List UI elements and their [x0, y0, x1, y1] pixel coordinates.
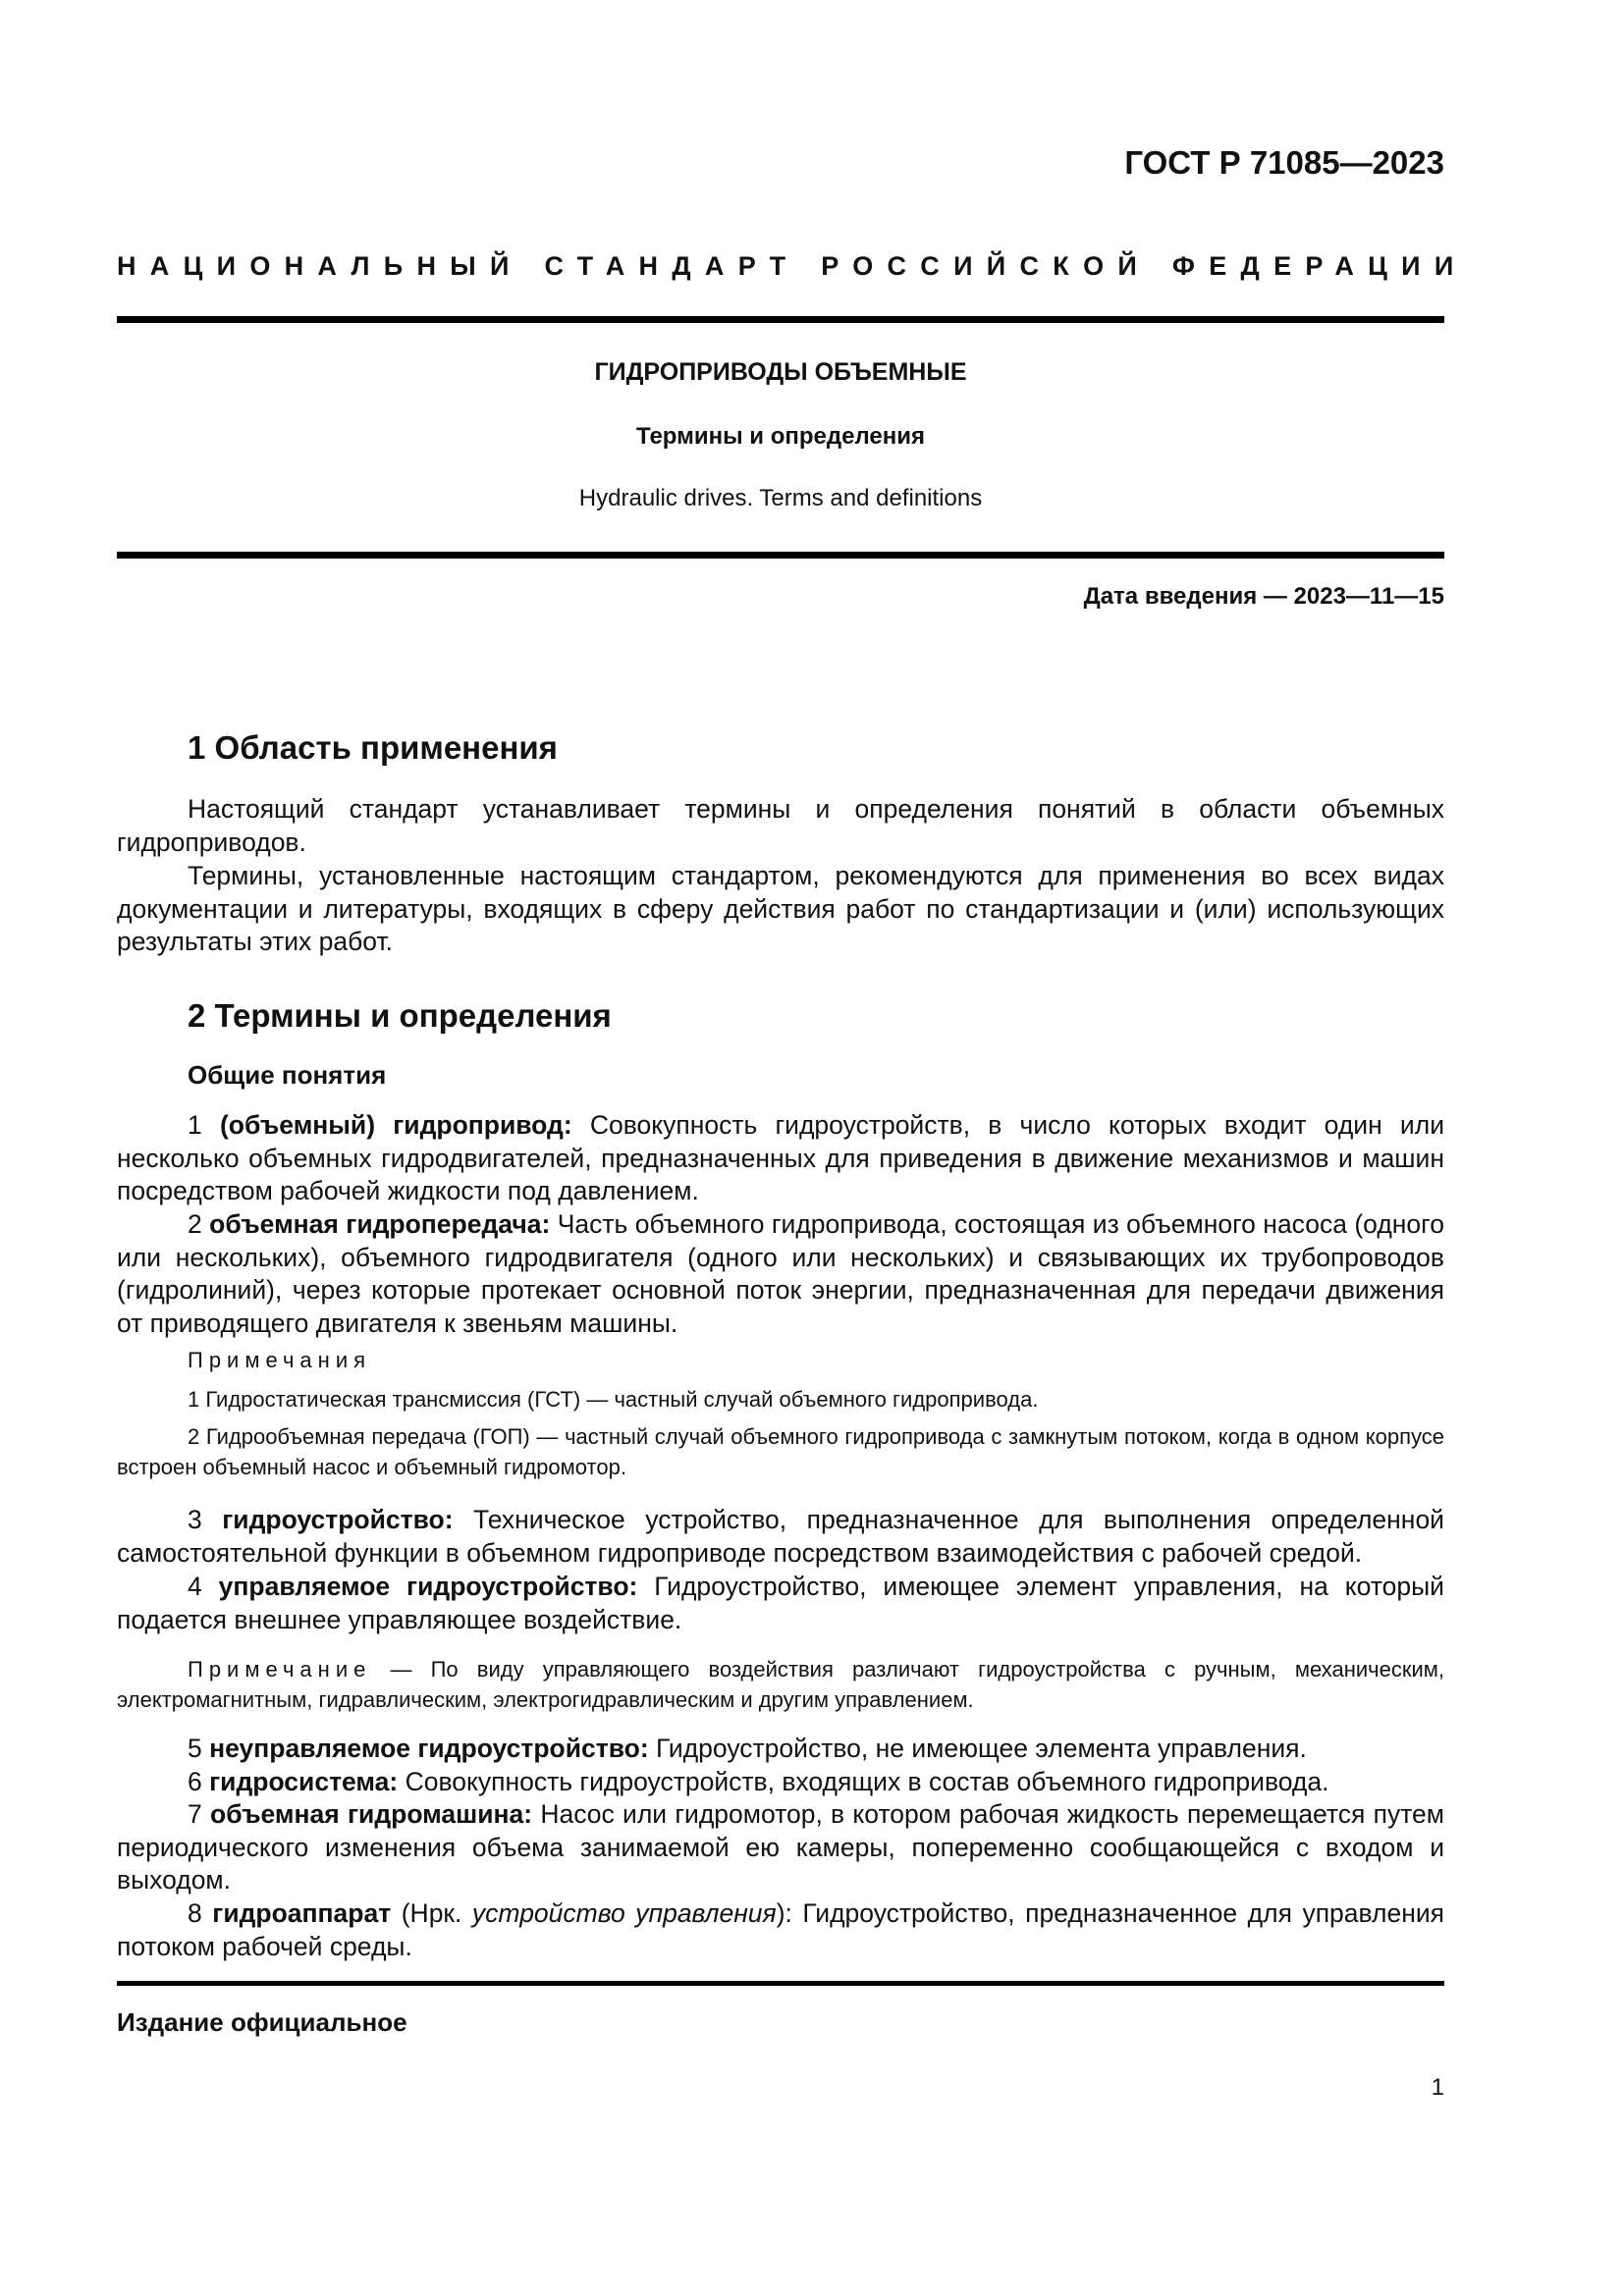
header-rule: [117, 316, 1444, 323]
section-1-paragraph-2: Термины, установленные настоящим стандартом, рекомендуются для применения во всех видах документации и литературы, входящих в сферу действия работ по стандартизации и (или) использующих результаты этих работ.: [117, 861, 1444, 956]
section-1-heading: 1 Область применения: [188, 729, 558, 766]
official-edition-label: Издание официальное: [117, 2007, 407, 2037]
term-name: объемная гидропередача:: [209, 1209, 551, 1239]
term-entry-8: 8 гидроаппарат (Нрк. устройство управления): Гидроустройство, предназначенное для управления потоком рабочей среды.: [117, 1898, 1444, 1961]
term-name: гидросистема:: [209, 1767, 399, 1796]
document-subtitle: Термины и определения: [635, 423, 926, 450]
introduction-date: Дата введения — 2023—11—15: [1083, 583, 1444, 610]
document-title: ГИДРОПРИВОДЫ ОБЪЕМНЫЕ: [594, 358, 967, 386]
section-1-paragraph-1: Настоящий стандарт устанавливает термины и определения понятий в области объемных гидроприводов.: [117, 794, 1444, 857]
term-entry-6: 6 гидросистема: Совокупность гидроустройств, входящих в состав объемного гидропривода.: [188, 1767, 1329, 1796]
term-name: объемная гидромашина:: [210, 1799, 533, 1829]
notes-heading: Примечания: [188, 1348, 372, 1372]
term-entry-5: 5 неуправляемое гидроустройство: Гидроустройство, не имеющее элемента управления.: [188, 1734, 1307, 1763]
term-entry-4: 4 управляемое гидроустройство: Гидроустройство, имеющее элемент управления, на который подается внешнее управляющее воздействие.: [117, 1572, 1444, 1634]
term-entry-2: 2 объемная гидропередача: Часть объемного гидропривода, состоящая из объемного насоса (одного или нескольких), объемного гидродвигателя (одного или нескольких) и связывающих их трубопроводов (гидролиний), через которые протекает основной поток энергии, предназначенная для передачи движения от приводящего двигателя к звеньям машины.: [117, 1209, 1444, 1338]
term-entry-1: 1 (объемный) гидропривод: Совокупность гидроустройств, в число которых входит один или несколько объемных гидродвигателей, предназначенных для приведения в движение механизмов и машин посредством рабочей жидкости под давлением.: [117, 1110, 1444, 1205]
title-rule: [117, 552, 1444, 559]
national-standard-banner: НАЦИОНАЛЬНЫЙ СТАНДАРТ РОССИЙСКОЙ ФЕДЕРАЦИИ: [117, 251, 1468, 281]
term-entry-7: 7 объемная гидромашина: Насос или гидромотор, в котором рабочая жидкость перемещается путем периодического изменения объема занимаемой ею камеры, попеременно сообщающейся с входом и выходом.: [117, 1799, 1444, 1895]
note-control-types: Примечание — По виду управляющего воздействия различают гидроустройства с ручным, механическим, электромагнитным, гидравлическим, электрогидравлическим и другим управлением.: [117, 1657, 1444, 1712]
term-name: гидроаппарат: [212, 1898, 392, 1928]
note-1: 1 Гидростатическая трансмиссия (ГСТ) — частный случай объемного гидропривода.: [188, 1387, 1039, 1412]
term-entry-3: 3 гидроустройство: Техническое устройство, предназначенное для выполнения определенной самостоятельной функции в объемном гидроприводе посредством взаимодействия с рабочей средой.: [117, 1505, 1444, 1568]
page-number: 1: [1431, 2074, 1444, 2101]
standard-number: ГОСТ Р 71085—2023: [1124, 144, 1444, 181]
term-name: неуправляемое гидроустройство:: [209, 1734, 649, 1763]
footer-rule: [117, 1981, 1444, 1986]
deprecated-term: устройство управления: [471, 1898, 777, 1928]
term-name: (объемный) гидропривод:: [219, 1110, 572, 1140]
term-name: гидроустройство:: [222, 1505, 454, 1534]
section-2-heading: 2 Термины и определения: [188, 997, 612, 1034]
term-name: управляемое гидроустройство:: [218, 1572, 638, 1601]
general-concepts-subheading: Общие понятия: [188, 1060, 387, 1090]
english-title: Hydraulic drives. Terms and definitions: [578, 485, 983, 511]
note-2: 2 Гидрообъемная передача (ГОП) — частный случай объемного гидропривода с замкнутым потоком, когда в одном корпусе встроен объемный насос и объемный гидромотор.: [117, 1424, 1444, 1479]
